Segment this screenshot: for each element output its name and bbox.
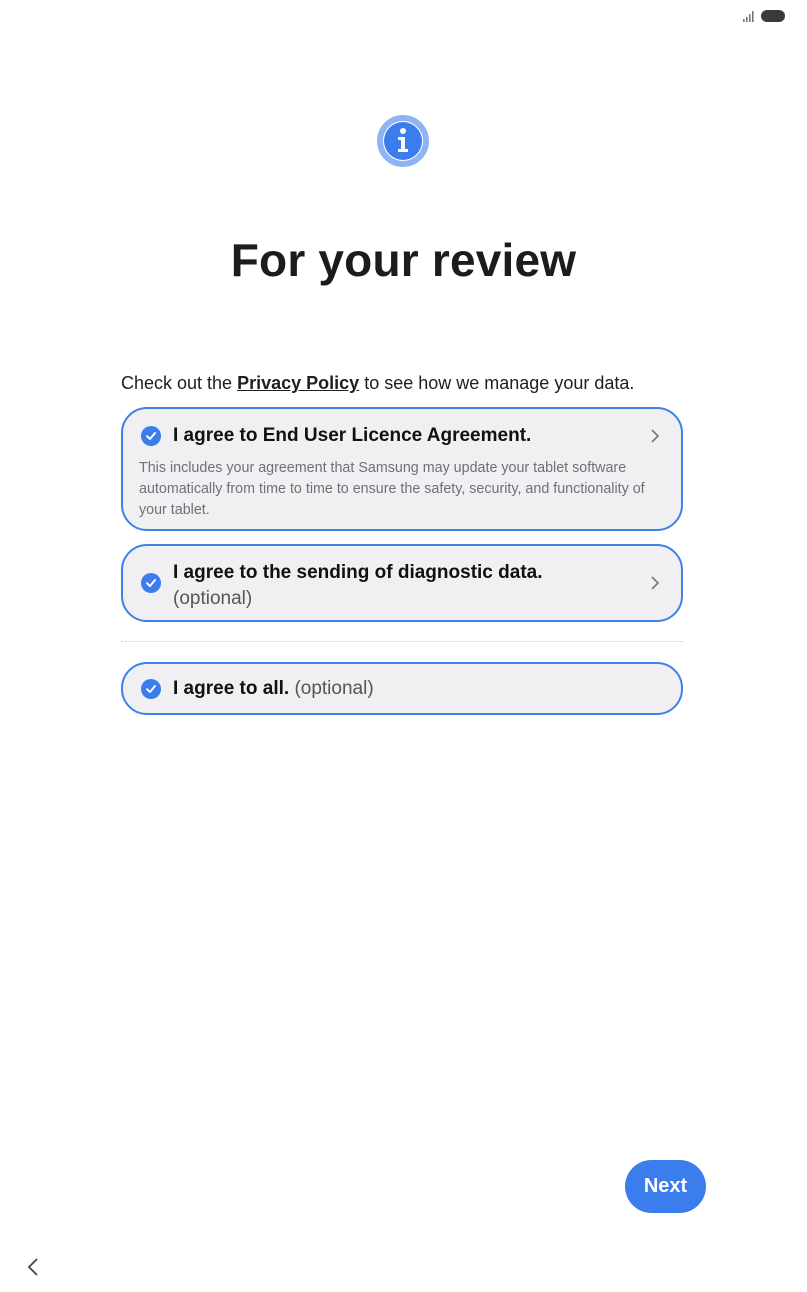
agree-all-card[interactable]	[121, 662, 683, 715]
back-arrow-icon[interactable]	[22, 1255, 44, 1279]
agree-all-title: I agree to all.	[173, 678, 290, 699]
privacy-policy-text	[121, 373, 634, 394]
privacy-suffix: to see how we manage your data.	[364, 373, 635, 393]
signal-icon	[743, 10, 755, 22]
checkmark-icon	[145, 430, 157, 442]
next-button[interactable]: Next	[625, 1160, 706, 1213]
battery-icon	[761, 10, 785, 22]
checkmark-icon	[145, 577, 157, 589]
eula-description: This includes your agreement that Samsung may update your tablet software automatically from time to time to ensure the safety, security, and functionality of your tablet.	[139, 460, 645, 518]
agree-all-label	[173, 678, 374, 700]
diagnostic-title	[173, 560, 543, 612]
chevron-right-icon[interactable]	[647, 428, 663, 444]
eula-checkbox[interactable]	[141, 426, 161, 446]
info-icon	[377, 115, 429, 167]
status-bar	[743, 10, 785, 22]
page-title: For your review	[230, 233, 577, 286]
privacy-prefix: Check out the	[121, 373, 233, 393]
agree-all-checkbox[interactable]	[141, 679, 161, 699]
diagnostic-data-card[interactable]	[121, 544, 683, 622]
eula-title: I agree to End User Licence Agreement.	[173, 425, 532, 446]
checkmark-icon	[145, 683, 157, 695]
diagnostic-checkbox[interactable]	[141, 573, 161, 593]
optional-label: (optional)	[294, 678, 374, 699]
eula-agreement-card[interactable]	[121, 407, 683, 531]
diagnostic-title-text: I agree to the sending of diagnostic data.	[173, 562, 543, 583]
optional-label: (optional)	[173, 588, 253, 609]
divider	[121, 641, 683, 642]
chevron-right-icon[interactable]	[647, 575, 663, 591]
privacy-policy-link[interactable]: Privacy Policy	[237, 373, 360, 393]
